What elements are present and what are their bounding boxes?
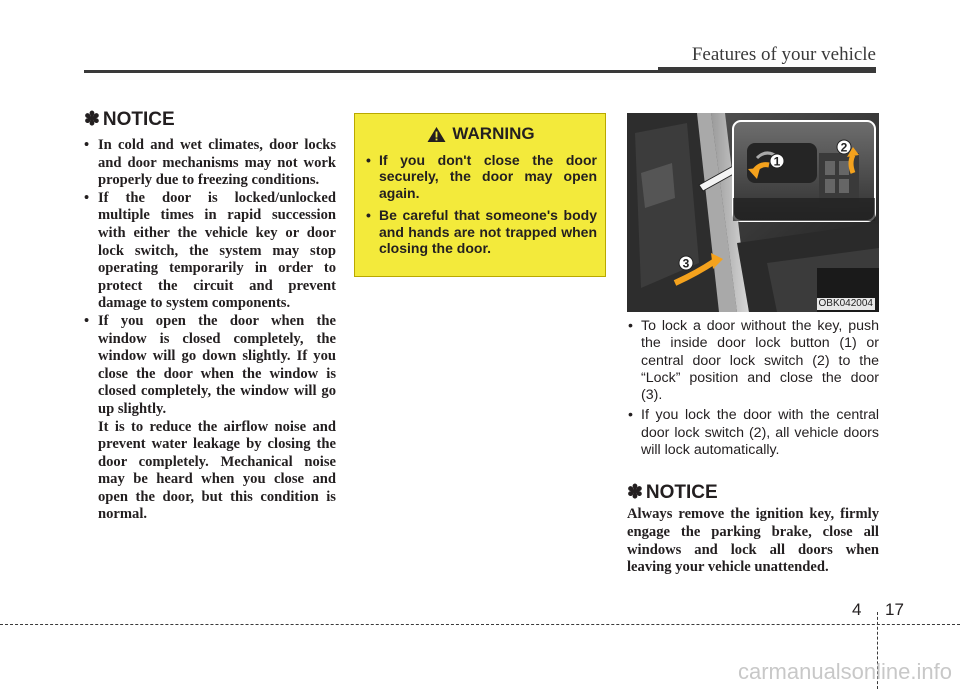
watermark: carmanualsonline.info xyxy=(737,659,952,684)
list-item xyxy=(84,137,336,190)
list-item xyxy=(84,190,336,313)
list-item: • To lock a door without the key, push the inside door lock button (1) or central door lock switch (2) to the “Lock” position and close the door (3). xyxy=(627,318,879,404)
door-lock-figure xyxy=(627,113,879,312)
notice-left-heading xyxy=(84,108,336,131)
callout-2-label: 2 xyxy=(840,140,848,155)
lock-instructions-list xyxy=(627,318,879,459)
warning-box xyxy=(354,113,606,277)
right-column xyxy=(627,318,879,577)
warning-list xyxy=(365,152,597,256)
chapter-number: 4 xyxy=(852,600,862,619)
page-number: 17 xyxy=(885,600,904,619)
header-rule-accent xyxy=(658,67,876,73)
notice-right-body: Always remove the ignition key, firmly engage the parking brake, close all windows and lock all doors when leaving your vehicle unattended. xyxy=(627,506,879,576)
callout-1-label: 1 xyxy=(773,154,781,169)
notice-item-continuation: It is to reduce the airflow noise and prevent water leakage by closing the door completely. Mechanical noise may be heard when you close and open the door, but this condition is normal. xyxy=(98,418,336,523)
notice-left-list xyxy=(84,137,336,524)
notice-item-text: If the door is locked/unlocked multiple times in rapid succession with either the vehicle key or door lock switch, the system may stop operating temporarily in order to protect the circuit and prevent damage to system components. xyxy=(98,189,336,312)
figure-code: OBK042004 xyxy=(818,298,873,309)
callout-markers xyxy=(627,113,879,312)
notice-left-title: NOTICE xyxy=(102,108,175,130)
notice-left-section xyxy=(84,108,336,524)
list-item: • Be careful that someone's body and hands are not trapped when closing the door. xyxy=(365,207,597,256)
warning-title: WARNING xyxy=(452,124,535,143)
footer-divider xyxy=(0,624,960,625)
notice-item-text: If you open the door when the window is closed completely, the window will go down slightly. If you close the door when the window is closed completely, the window will go up slightly. xyxy=(98,312,336,417)
list-item: • If you lock the door with the central door lock switch (2), all vehicle doors will lock automatically. xyxy=(627,407,879,459)
notice-right-title: NOTICE xyxy=(645,481,718,503)
callout-3-label: 3 xyxy=(682,256,690,271)
asterisk-icon: ✽ xyxy=(84,109,100,130)
notice-right-heading xyxy=(627,481,879,504)
warning-triangle-icon xyxy=(427,126,446,143)
asterisk-icon: ✽ xyxy=(627,482,643,504)
notice-item-text: In cold and wet climates, door locks and door mechanisms may not work properly due to freezing conditions. xyxy=(98,137,336,189)
list-item xyxy=(84,313,336,524)
section-title: Features of your vehicle xyxy=(691,44,876,65)
list-item: • If you don't close the door securely, the door may open again. xyxy=(365,152,597,201)
warning-heading xyxy=(365,124,597,144)
